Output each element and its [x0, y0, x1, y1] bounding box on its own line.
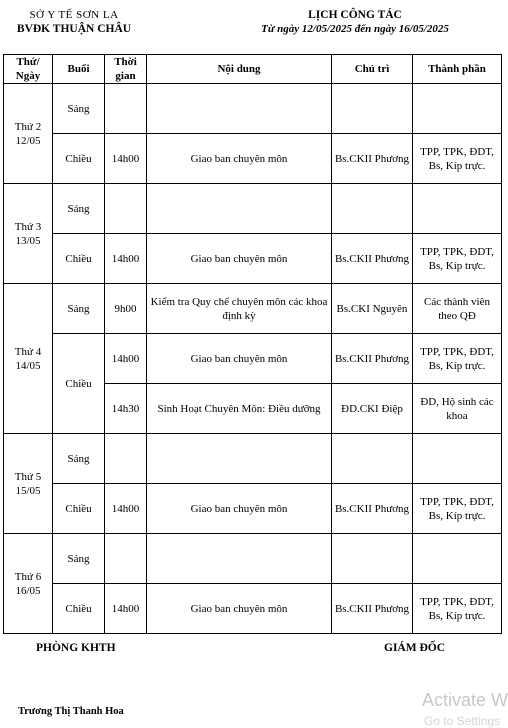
attendees-cell: TPP, TPK, ĐDT, Bs, Kíp trực.: [413, 334, 502, 384]
schedule-table: [3, 54, 502, 634]
chair-cell: ĐD.CKI Điệp: [332, 384, 413, 434]
attendees-cell: [413, 434, 502, 484]
content-cell: Sinh Hoạt Chuyên Môn: Điều dưỡng: [147, 384, 332, 434]
session-cell: Sáng: [53, 534, 105, 584]
content-cell: Giao ban chuyên môn: [147, 484, 332, 534]
attendees-cell: [413, 534, 502, 584]
col-header-attendees: Thành phần: [413, 55, 502, 84]
day-cell: Thứ 4 14/05: [4, 284, 53, 434]
session-cell: Sáng: [53, 284, 105, 334]
time-cell: [105, 434, 147, 484]
chair-cell: [332, 184, 413, 234]
col-header-content: Nội dung: [147, 55, 332, 84]
time-cell: 14h00: [105, 134, 147, 184]
table-row: [4, 334, 502, 384]
footer-director: GIÁM ĐỐC: [384, 642, 446, 654]
chair-cell: Bs.CKII Phương: [332, 584, 413, 634]
table-row: [4, 534, 502, 584]
attendees-cell: ĐD, Hộ sinh các khoa: [413, 384, 502, 434]
day-cell: Thứ 2 12/05: [4, 84, 53, 184]
table-row: [4, 584, 502, 634]
chair-cell: Bs.CKI Nguyên: [332, 284, 413, 334]
content-cell: [147, 184, 332, 234]
activation-watermark: Activate W: [422, 690, 508, 710]
time-cell: 14h00: [105, 584, 147, 634]
content-cell: [147, 534, 332, 584]
table-row: [4, 184, 502, 234]
date-range: Từ ngày 12/05/2025 đến ngày 16/05/2025: [261, 23, 449, 35]
session-cell: Sáng: [53, 184, 105, 234]
session-cell: Sáng: [53, 434, 105, 484]
content-cell: Giao ban chuyên môn: [147, 234, 332, 284]
chair-cell: [332, 434, 413, 484]
table-row: [4, 434, 502, 484]
time-cell: 14h00: [105, 334, 147, 384]
content-cell: Kiểm tra Quy chế chuyên môn các khoa định kỳ: [147, 284, 332, 334]
time-cell: 14h00: [105, 484, 147, 534]
content-cell: [147, 434, 332, 484]
table-row: [4, 84, 502, 134]
time-cell: 9h00: [105, 284, 147, 334]
document-title: LỊCH CÔNG TÁC: [308, 9, 402, 21]
attendees-cell: TPP, TPK, ĐDT, Bs, Kíp trực.: [413, 584, 502, 634]
chair-cell: Bs.CKII Phương: [332, 134, 413, 184]
chair-cell: [332, 534, 413, 584]
chair-cell: [332, 84, 413, 134]
chair-cell: Bs.CKII Phương: [332, 234, 413, 284]
session-cell: Sáng: [53, 84, 105, 134]
content-cell: [147, 84, 332, 134]
session-cell: Chiều: [53, 484, 105, 534]
table-header-row: [4, 55, 502, 84]
table-row: [4, 484, 502, 534]
attendees-cell: TPP, TPK, ĐDT, Bs, Kíp trực.: [413, 234, 502, 284]
content-cell: Giao ban chuyên môn: [147, 334, 332, 384]
time-cell: [105, 534, 147, 584]
content-cell: Giao ban chuyên môn: [147, 584, 332, 634]
header-right: [210, 8, 500, 36]
chair-cell: Bs.CKII Phương: [332, 484, 413, 534]
time-cell: [105, 84, 147, 134]
activation-watermark-sub: Go to Settings: [424, 714, 501, 728]
header-left: [4, 8, 144, 36]
attendees-cell: TPP, TPK, ĐDT, Bs, Kíp trực.: [413, 484, 502, 534]
attendees-cell: [413, 84, 502, 134]
col-header-time: Thời gian: [105, 55, 147, 84]
col-header-session: Buổi: [53, 55, 105, 84]
table-row: [4, 234, 502, 284]
session-cell: Chiều: [53, 234, 105, 284]
session-cell: Chiều: [53, 334, 105, 434]
day-cell: Thứ 6 16/05: [4, 534, 53, 634]
time-cell: 14h30: [105, 384, 147, 434]
attendees-cell: Các thành viên theo QĐ: [413, 284, 502, 334]
table-row: [4, 134, 502, 184]
chair-cell: Bs.CKII Phương: [332, 334, 413, 384]
session-cell: Chiều: [53, 134, 105, 184]
attendees-cell: [413, 184, 502, 234]
time-cell: [105, 184, 147, 234]
session-cell: Chiều: [53, 584, 105, 634]
day-cell: Thứ 3 13/05: [4, 184, 53, 284]
time-cell: 14h00: [105, 234, 147, 284]
day-cell: Thứ 5 15/05: [4, 434, 53, 534]
org-name: SỞ Y TẾ SƠN LA: [29, 9, 119, 21]
content-cell: Giao ban chuyên môn: [147, 134, 332, 184]
col-header-day: Thứ/ Ngày: [4, 55, 53, 84]
table-row: [4, 284, 502, 334]
hospital-name: BVĐK THUẬN CHÂU: [16, 23, 132, 35]
attendees-cell: TPP, TPK, ĐDT, Bs, Kíp trực.: [413, 134, 502, 184]
footer-department: PHÒNG KHTH: [36, 642, 116, 654]
col-header-chair: Chủ trì: [332, 55, 413, 84]
signer-name: Trương Thị Thanh Hoa: [18, 706, 124, 717]
